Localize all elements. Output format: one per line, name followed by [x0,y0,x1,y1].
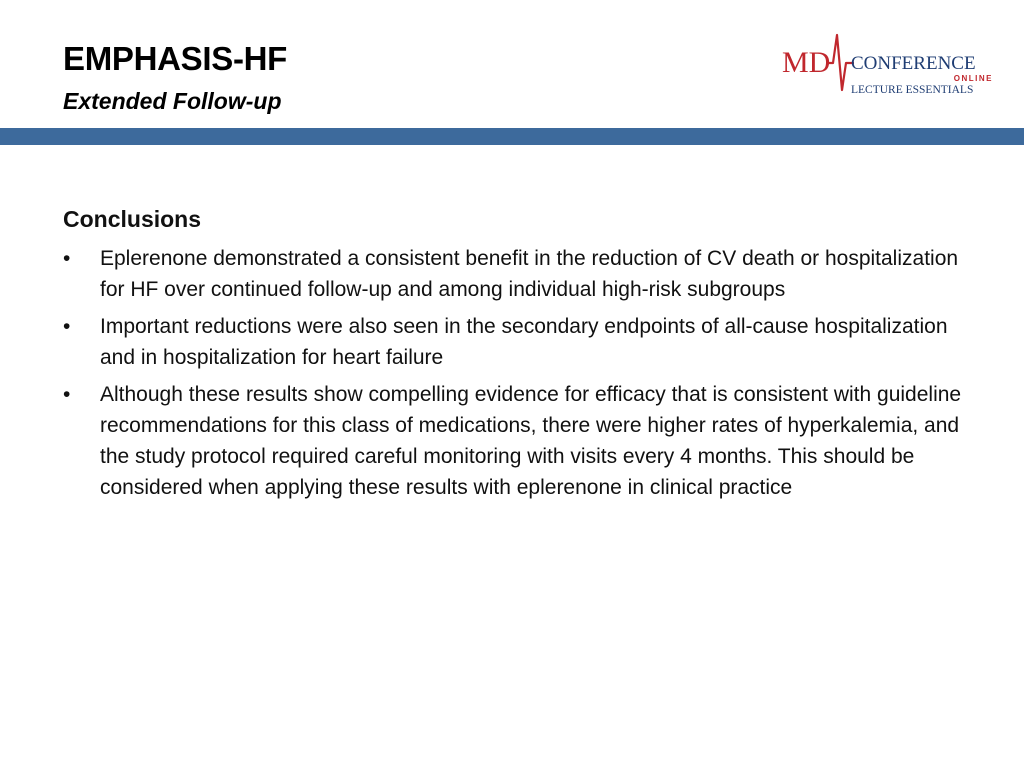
slide-title: EMPHASIS-HF [63,40,288,77]
list-item [63,243,963,305]
heartbeat-line-icon [826,35,854,90]
logo-tagline-text: LECTURE ESSENTIALS [851,84,974,96]
list-item [63,379,963,503]
md-conference-logo [780,30,1000,98]
bullet-dot-icon: • [63,383,71,406]
conclusions-heading: Conclusions [63,206,202,232]
logo-online-text: ONLINE [953,74,993,83]
header-divider-bar [0,128,1024,145]
bullet-text: Important reductions were also seen in the secondary endpoints of all-cause hospitalization and in hospitalization for heart failure [100,315,948,369]
bullet-text: Although these results show compelling evidence for efficacy that is consistent with guideline recommendations for this class of medications, there were higher rates of hyperkalemia, and the study protocol required careful monitoring with visits every 4 months. This should be considered when applying these results with eplerenone in clinical practice [100,383,962,499]
bullet-dot-icon: • [63,247,71,270]
bullet-text: Eplerenone demonstrated a consistent benefit in the reduction of CV death or hospitalization for HF over continued follow-up and among individual high-risk subgroups [100,247,959,301]
list-item [63,311,963,373]
logo-md-text: MD [782,46,831,79]
conclusions-list [63,243,963,509]
bullet-dot-icon: • [63,315,71,338]
slide-subtitle: Extended Follow-up [63,88,282,114]
logo-conference-text: CONFERENCE [851,53,976,74]
